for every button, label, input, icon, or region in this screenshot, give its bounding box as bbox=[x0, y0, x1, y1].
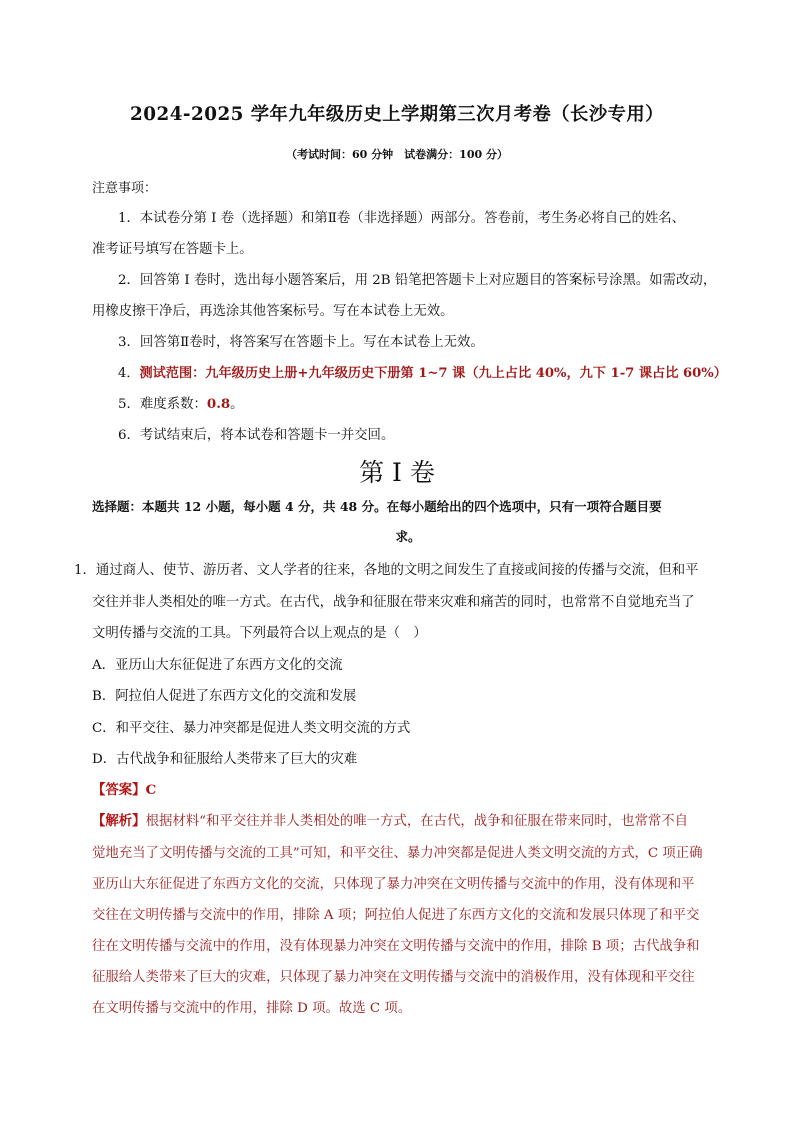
notice-item-5-suffix: 。 bbox=[230, 397, 244, 412]
notice-item-2-line-2: 用橡皮擦干净后，再选涂其他答案标号。写在本试卷上无效。 bbox=[92, 304, 454, 319]
question-1-answer bbox=[92, 779, 156, 798]
notice-item-3: 3．回答第Ⅱ卷时，将答案写在答题卡上。写在本试卷上无效。 bbox=[118, 335, 484, 350]
answer-value: C bbox=[145, 782, 157, 798]
question-1-stem-line-2: 交往并非人类相处的唯一方式。在古代，战争和征服在带来灾难和痛苦的同时，也常常不自觉地充当了 bbox=[92, 595, 695, 610]
question-1-option-c: C．和平交往、暴力冲突都是促进人类文明交流的方式 bbox=[92, 721, 411, 736]
question-1-option-d: D．古代战争和征服给人类带来了巨大的灾难 bbox=[92, 752, 358, 767]
notice-item-2-line-1: 2．回答第 I 卷时，选出每小题答案后，用 2B 铅笔把答题卡上对应题目的答案标号涂黑。如需改动， bbox=[118, 273, 717, 288]
question-1-analysis-line-4: 交往在文明传播与交流中的作用，排除 A 项；阿拉伯人促进了东西方文化的交流和发展只体现了和平交 bbox=[92, 908, 700, 923]
difficulty-value: 0.8 bbox=[206, 396, 231, 412]
exam-subtitle: （考试时间：60 分钟 试卷满分：100 分） bbox=[286, 148, 508, 161]
question-1-analysis-line-5: 往在文明传播与交流中的作用，没有体现暴力冲突在文明传播与交流中的作用，排除 B 项；古代战争和 bbox=[92, 939, 700, 954]
notice-item-1-line-2: 准考证号填写在答题卡上。 bbox=[92, 242, 253, 257]
notice-item-4 bbox=[118, 362, 727, 381]
question-1-analysis-line-3: 亚历山大东征促进了东西方文化的交流，只体现了暴力冲突在文明传播与交流中的作用，没有体现和平 bbox=[92, 877, 695, 892]
notice-item-6: 6．考试结束后，将本试卷和答题卡一并交回。 bbox=[118, 428, 395, 443]
question-1-analysis-line-7: 在文明传播与交流中的作用，排除 D 项。故选 C 项。 bbox=[92, 1001, 412, 1016]
section-title: 第 I 卷 bbox=[359, 458, 435, 487]
section-instructions-line-2: 求。 bbox=[395, 529, 421, 544]
section-instructions-line-1: 选择题：本题共 12 小题，每小题 4 分，共 48 分。在每小题给出的四个选项中，只有一项符合题目要 bbox=[92, 499, 662, 514]
question-1-stem-line-1: 1．通过商人、使节、游历者、文人学者的往来，各地的文明之间发生了直接或间接的传播与交流，但和平 bbox=[74, 563, 699, 578]
question-1-option-b: B．阿拉伯人促进了东西方文化的交流和发展 bbox=[92, 689, 357, 704]
notice-heading: 注意事项： bbox=[92, 181, 158, 196]
notice-item-4-prefix: 4． bbox=[118, 366, 140, 381]
question-1-option-a: A．亚历山大东征促进了东西方文化的交流 bbox=[92, 658, 343, 673]
notice-item-5-prefix: 5．难度系数： bbox=[118, 397, 207, 412]
question-1-stem-line-3: 文明传播与交流的工具。下列最符合以上观点的是（ ） bbox=[92, 626, 427, 641]
answer-label: 【答案】 bbox=[92, 782, 146, 798]
exam-title: 2024-2025 学年九年级历史上学期第三次月考卷（长沙专用） bbox=[130, 104, 664, 125]
notice-item-5 bbox=[118, 393, 244, 412]
analysis-text-line-1: 根据材料“和平交往并非人类相处的唯一方式，在古代，战争和征服在带来同时，也常常不自 bbox=[145, 814, 689, 829]
question-1-analysis-line-2: 觉地充当了文明传播与交流的工具”可知，和平交往、暴力冲突都是促进人类文明交流的方式，C 项正确 bbox=[92, 846, 703, 861]
notice-item-4-text: 测试范围：九年级历史上册+九年级历史下册第 1~7 课（九上占比 40%，九下 1-7 课占比 60%） bbox=[139, 366, 727, 381]
question-1-analysis-line-6: 征服给人类带来了巨大的灾难，只体现了暴力冲突在文明传播与交流中的消极作用，没有体现和平交往 bbox=[92, 970, 695, 985]
analysis-label: 【解析】 bbox=[92, 813, 146, 829]
notice-item-1-line-1: 1．本试卷分第 I 卷（选择题）和第Ⅱ卷（非选择题）两部分。答卷前，考生务必将自己的姓名、 bbox=[118, 211, 686, 226]
question-1-analysis-line-1 bbox=[92, 810, 688, 829]
